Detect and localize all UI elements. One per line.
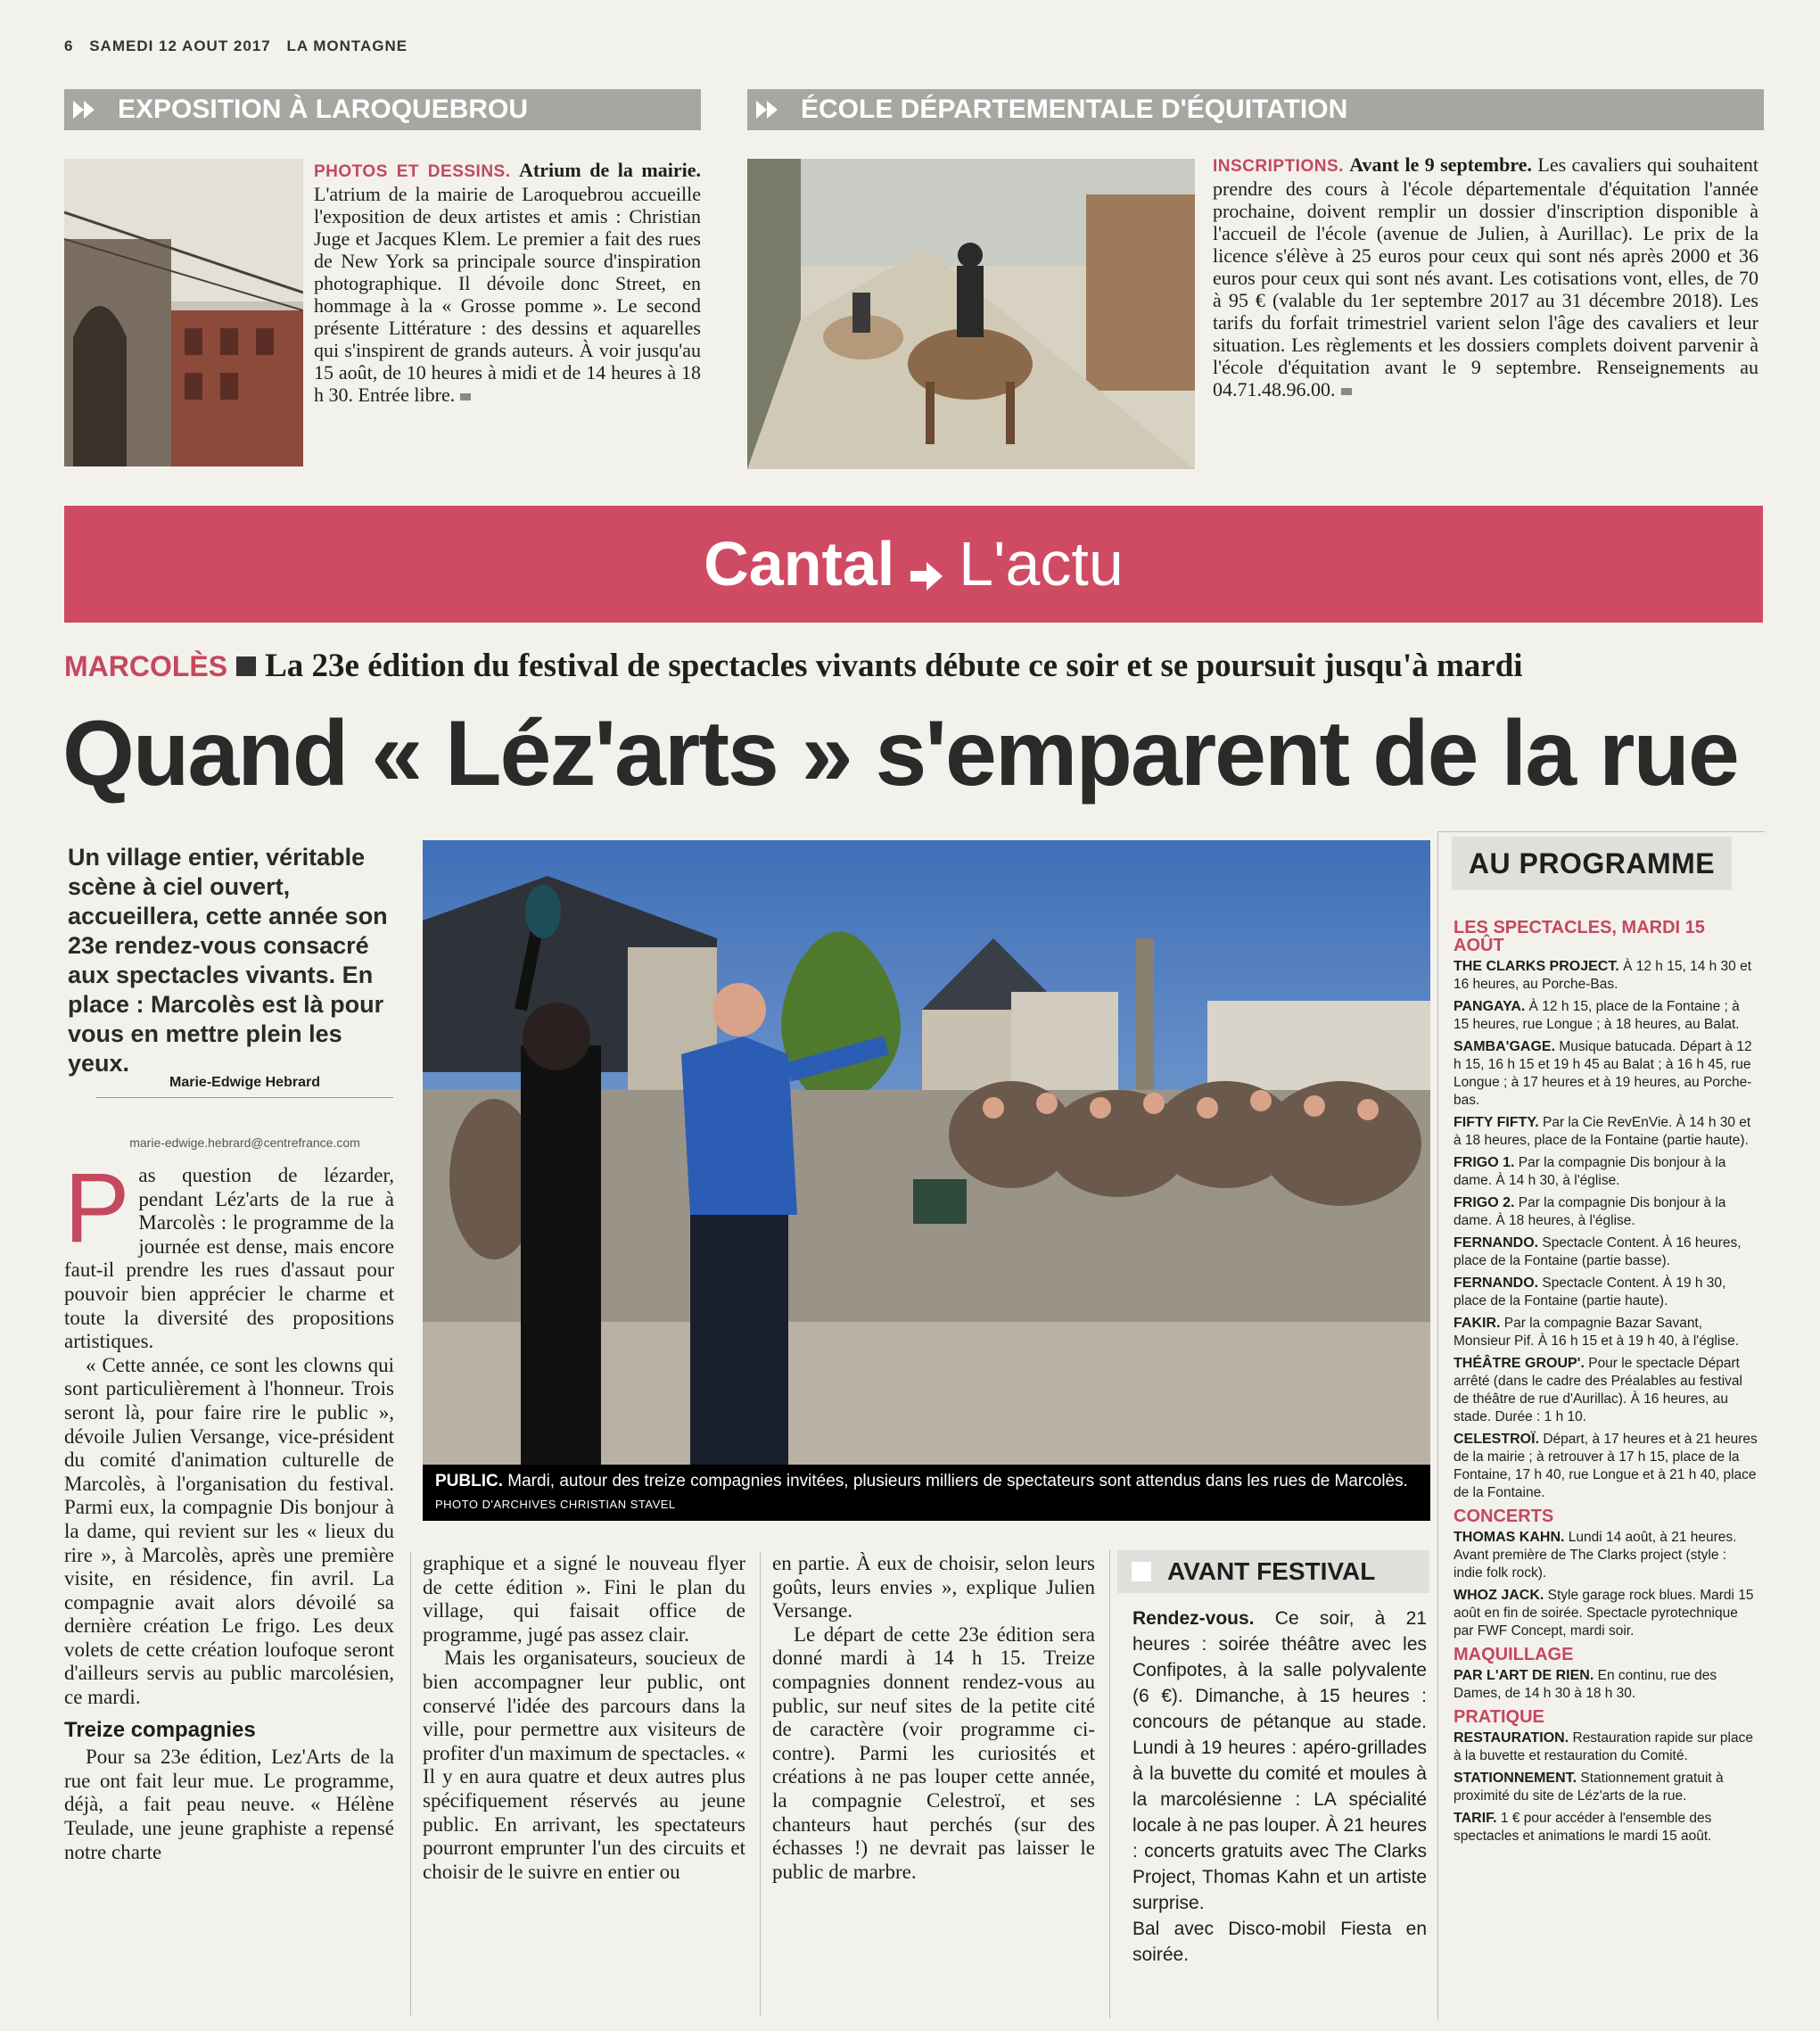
topline: MARCOLÈS La 23e édition du festival de spectacles vivants débute ce soir et se poursuit jusqu'à mardi <box>64 648 1523 684</box>
programme-item-text: Par la compagnie Dis bonjour à la dame. À 14 h 30, à l'église. <box>1454 1155 1726 1188</box>
programme-item-text: En continu, rue des Dames, de 14 h 30 à 18 h 30. <box>1454 1668 1717 1701</box>
photo-horse-riders <box>747 159 1195 469</box>
programme-section-title: LES SPECTACLES, MARDI 15 AOÛT <box>1454 918 1705 955</box>
programme-item <box>1454 1194 1758 1230</box>
programme-item <box>1454 1315 1758 1350</box>
programme-item-text: 1 € pour accéder à l'ensemble des spectacles et animations le mardi 15 août. <box>1454 1811 1712 1844</box>
programme-item <box>1454 1667 1758 1703</box>
programme-header: AU PROGRAMME <box>1452 837 1732 890</box>
page-number: 6 <box>64 37 74 54</box>
programme-item-name: THE CLARKS PROJECT. <box>1454 959 1619 974</box>
rubric-right: L'actu <box>959 529 1124 599</box>
double-chevron-icon <box>747 89 786 130</box>
byline-email: marie-edwige.hebrard@centrefrance.com <box>129 1135 360 1150</box>
programme-item-text: Spectacle Content. À 16 heures, place de la Fontaine (partie basse). <box>1454 1235 1742 1268</box>
programme-item <box>1454 1587 1758 1640</box>
article-column-1: Pas question de lézarder, pendant Léz'arts de la rue à Marcolès : le programme de la journée est dense, mais encore faut-il prendre les rues d'assaut pour pouvoir bien apprécier le charme et toute la diversité des propositions artistiques. « Cette année, ce sont les clowns qui sont particulièrement à l'honneur. Trois seront là, pour faire rire le public », dévoile Julien Versange, vice-président du comité d'animation culturelle de Marcolès, à l'organisation du festival. Parmi eux, la compagnie Dis bonjour à la dame, qui revient sur les « lieux du rire », à Marcolès, après une première visite, en résidence, fin avril. La compagnie avait alors dévoilé sa dernière création Le frigo. Les deux volets de cette création loufoque seront d'ailleurs servis au public marcolésien, ce mardi. Treize compagnies Pour sa 23e édition, Lez'Arts de la rue ont fait leur mue. Le programme, déjà, a fait peau neuve. « Hélène Teulade, une jeune graphiste a repensé notre charte <box>64 1153 394 1863</box>
drop-cap: P <box>64 1153 130 1263</box>
programme-item-name: PANGAYA. <box>1454 999 1526 1014</box>
article-column-3: en partie. À eux de choisir, selon leurs goûts, leurs envies », explique Julien Versange. Le départ de cette 23e édition sera donné mardi à 14 h 15. Treize compagnies donnent rendez-vous au public, sur neuf sites de la petite cité de caractère (voir programme ci-contre). Parmi les curiosités et créations à ne pas louper cette année, la compagnie Celestroï, et ses chanteurs haut perchés (sur des échasses !) ne devrait pas laisser le public de marbre. <box>772 1552 1095 1883</box>
avant-festival-header: AVANT FESTIVAL <box>1117 1550 1429 1593</box>
byline-rule <box>96 1097 393 1098</box>
banner-exposition: EXPOSITION À LAROQUEBROU <box>64 89 701 130</box>
chapo: Un village entier, véritable scène à ciel ouvert, accueillera, cette année son 23e rendez-vous consacré aux spectacles vivants. En place : Marcolès est là pour vous en mettre plein les yeux. <box>68 844 388 1077</box>
programme-item-name: FAKIR. <box>1454 1316 1501 1331</box>
programme-item <box>1454 1355 1758 1426</box>
column-rule <box>1109 1550 1110 2019</box>
programme-section-title: CONCERTS <box>1454 1507 1554 1526</box>
folio <box>64 37 418 55</box>
programme-section-title: MAQUILLAGE <box>1454 1645 1574 1664</box>
arrow-right-icon <box>907 557 946 596</box>
programme-item-text: À 12 h 15, place de la Fontaine ; à 15 heures, rue Longue ; à 18 heures, au Balat. <box>1454 999 1740 1032</box>
programme-item-name: TARIF. <box>1454 1811 1497 1826</box>
end-mark-icon <box>460 393 471 400</box>
paper-name: LA MONTAGNE <box>286 37 408 54</box>
programme-item <box>1454 1810 1758 1845</box>
programme-item <box>1454 1038 1758 1110</box>
programme-item <box>1454 1114 1758 1150</box>
headline: Quand « Léz'arts » s'emparent de la rue <box>62 702 1738 805</box>
programme-item-name: FRIGO 1. <box>1454 1155 1515 1170</box>
photo-caption: PUBLIC. Mardi, autour des treize compagnies invitées, plusieurs milliers de spectateurs sont attendus dans les rues de Marcolès. PHOTO D'ARCHIVES CHRISTIAN STAVEL <box>423 1465 1430 1521</box>
programme-item-text: Stationnement gratuit à proximité du site de Léz'arts de la rue. <box>1454 1771 1724 1804</box>
square-box-icon <box>1132 1562 1151 1581</box>
programme-item-text: Départ, à 17 heures et à 21 heures de la mairie ; à retrouver à 17 h 15, place de la Fontaine, 17 h 40, rue Longue et à 21 h 40, place de la Fontaine. <box>1454 1432 1758 1500</box>
programme-item-name: FRIGO 2. <box>1454 1195 1515 1210</box>
programme-item-text: Musique batucada. Départ à 12 h 15, 16 h 15 et 19 h 45 au Balat ; à 16 h 45, rue Longue ; à 17 heures et à 19 heures, au Porche-bas. <box>1454 1039 1752 1108</box>
programme-item <box>1454 1234 1758 1270</box>
subhead: Treize compagnies <box>64 1717 256 1742</box>
programme-item-text: Style garage rock blues. Mardi 15 août en fin de soirée. Spectacle pyrotechnique par FWF Concept, mardi soir. <box>1454 1588 1754 1639</box>
byline-author: Marie-Edwige Hebrard <box>169 1075 320 1090</box>
programme-item <box>1454 1529 1758 1582</box>
programme-item <box>1454 1431 1758 1502</box>
programme-item-name: THÉÂTRE GROUP'. <box>1454 1356 1585 1371</box>
programme-item-text: Lundi 14 août, à 21 heures. Avant première de The Clarks project (style : indie folk rock). <box>1454 1530 1737 1581</box>
programme-item-text: Par la compagnie Bazar Savant, Monsieur Pif. À 16 h 15 et à 19 h 40, à l'église. <box>1454 1316 1740 1349</box>
banner-equitation: ÉCOLE DÉPARTEMENTALE D'ÉQUITATION <box>747 89 1764 130</box>
programme-item <box>1454 1275 1758 1310</box>
programme-item-name: RESTAURATION. <box>1454 1730 1569 1746</box>
programme-item-name: PAR L'ART DE RIEN. <box>1454 1668 1594 1683</box>
rubric-banner <box>64 506 1763 623</box>
programme-item <box>1454 1770 1758 1805</box>
programme-item-text: Par la compagnie Dis bonjour à la dame. À 18 heures, à l'église. <box>1454 1195 1726 1228</box>
square-bullet-icon <box>236 656 256 676</box>
programme-item-text: Pour le spectacle Départ arrêté (dans le cadre des Préalables au festival de théâtre de rue d'Aurillac). À 16 heures, au stade. Durée : 1 h 10. <box>1454 1356 1742 1424</box>
brief-exposition: PHOTOS ET DESSINS. Atrium de la mairie. L'atrium de la mairie de Laroquebrou accueille l'exposition de deux artistes et amis : Christian Juge et Jacques Klem. Le premier a fait des rues de New York sa principale source d'inspiration photographique. Il dévoile donc Street, en hommage à la « Grosse pomme ». Le second présente Littérature : des dessins et aquarelles qui s'inspirent de grands auteurs. À voir jusqu'au 15 août, de 10 heures à midi et de 14 heures à 18 h 30. Entrée libre. <box>314 159 702 406</box>
end-mark-icon <box>1341 388 1352 395</box>
programme-item-text: Spectacle Content. À 19 h 30, place de la Fontaine (partie haute). <box>1454 1276 1726 1309</box>
programme-item-text: À 12 h 15, 14 h 30 et 16 heures, au Porche-Bas. <box>1454 959 1752 992</box>
avant-festival-body: Rendez-vous. Ce soir, à 21 heures : soirée théâtre avec les Confipotes, à la salle polyvalente (6 €). Dimanche, à 15 heures : concours de pétanque au stade. Lundi à 19 heures : apéro-grillades à la buvette du comité et moules à la marcolésienne : LA spécialité locale à ne pas louper. À 21 heures : concerts gratuits avec The Clarks Project, Thomas Kahn et un artiste surprise. Bal avec Disco-mobil Fiesta en soirée. <box>1132 1608 1427 1965</box>
programme-list <box>1454 913 1758 1850</box>
programme-item-name: WHOZ JACK. <box>1454 1588 1544 1603</box>
double-chevron-icon <box>64 89 103 130</box>
programme-section-title: PRATIQUE <box>1454 1707 1544 1727</box>
programme-item-name: FERNANDO. <box>1454 1276 1539 1291</box>
article-column-2: graphique et a signé le nouveau flyer de cette édition ». Fini le plan du village, qui faisait office de programme, jugé pas assez clair. Mais les organisateurs, soucieux de bien accompagner leur public, ont conservé l'idée des parcours dans la ville, pour permettre aux visiteurs de profiter d'un maximum de spectacles. « Il y en aura quatre et deux autres plus spécifiquement réservés au jeune public. En arrivant, les spectateurs pourront emprunter l'un des circuits et choisir de le suivre en entier ou <box>423 1552 745 1883</box>
programme-item <box>1454 1154 1758 1190</box>
programme-item <box>1454 958 1758 994</box>
programme-item-name: FIFTY FIFTY. <box>1454 1115 1539 1130</box>
programme-item <box>1454 1730 1758 1765</box>
brief-equitation: INSCRIPTIONS. Avant le 9 septembre. Les cavaliers qui souhaitent prendre des cours à l'école départementale d'équitation l'année prochaine, doivent remplir un dossier d'inscription disponible à l'accueil de l'école (avenue de Julien, à Aurillac). Le prix de la licence s'élève à 25 euros pour ceux qui sont nés après 2000 et 36 euros pour ceux qui sont nés avant. Les cotisations vont, elles, de 70 à 95 € (valable du 1er septembre 2017 au 31 décembre 2018). Les tarifs du forfait trimestriel varient selon l'âge des cavaliers et leur situation. Les règlements et les dossiers complets doivent parvenir à l'école d'équitation avant le 9 septembre. Renseignements au 04.71.48.96.00. <box>1213 153 1758 400</box>
programme-item <box>1454 998 1758 1034</box>
programme-item-name: THOMAS KAHN. <box>1454 1530 1565 1545</box>
column-rule <box>410 1552 411 2016</box>
programme-item-name: SAMBA'GAGE. <box>1454 1039 1556 1054</box>
photo-bridge <box>64 159 303 466</box>
issue-date: SAMEDI 12 AOUT 2017 <box>89 37 271 54</box>
programme-item-name: STATIONNEMENT. <box>1454 1771 1577 1786</box>
programme-item-name: FERNANDO. <box>1454 1235 1539 1251</box>
rubric-left: Cantal <box>704 529 895 599</box>
programme-item-text: Restauration rapide sur place à la buvette et restauration du Comité. <box>1454 1730 1753 1763</box>
programme-item-text: Par la Cie RevEnVie. À 14 h 30 et à 18 heures, place de la Fontaine (partie haute). <box>1454 1115 1751 1148</box>
photo-festival-crowd <box>423 840 1430 1465</box>
column-rule <box>760 1552 761 2016</box>
programme-item-name: CELESTROÏ. <box>1454 1432 1540 1447</box>
